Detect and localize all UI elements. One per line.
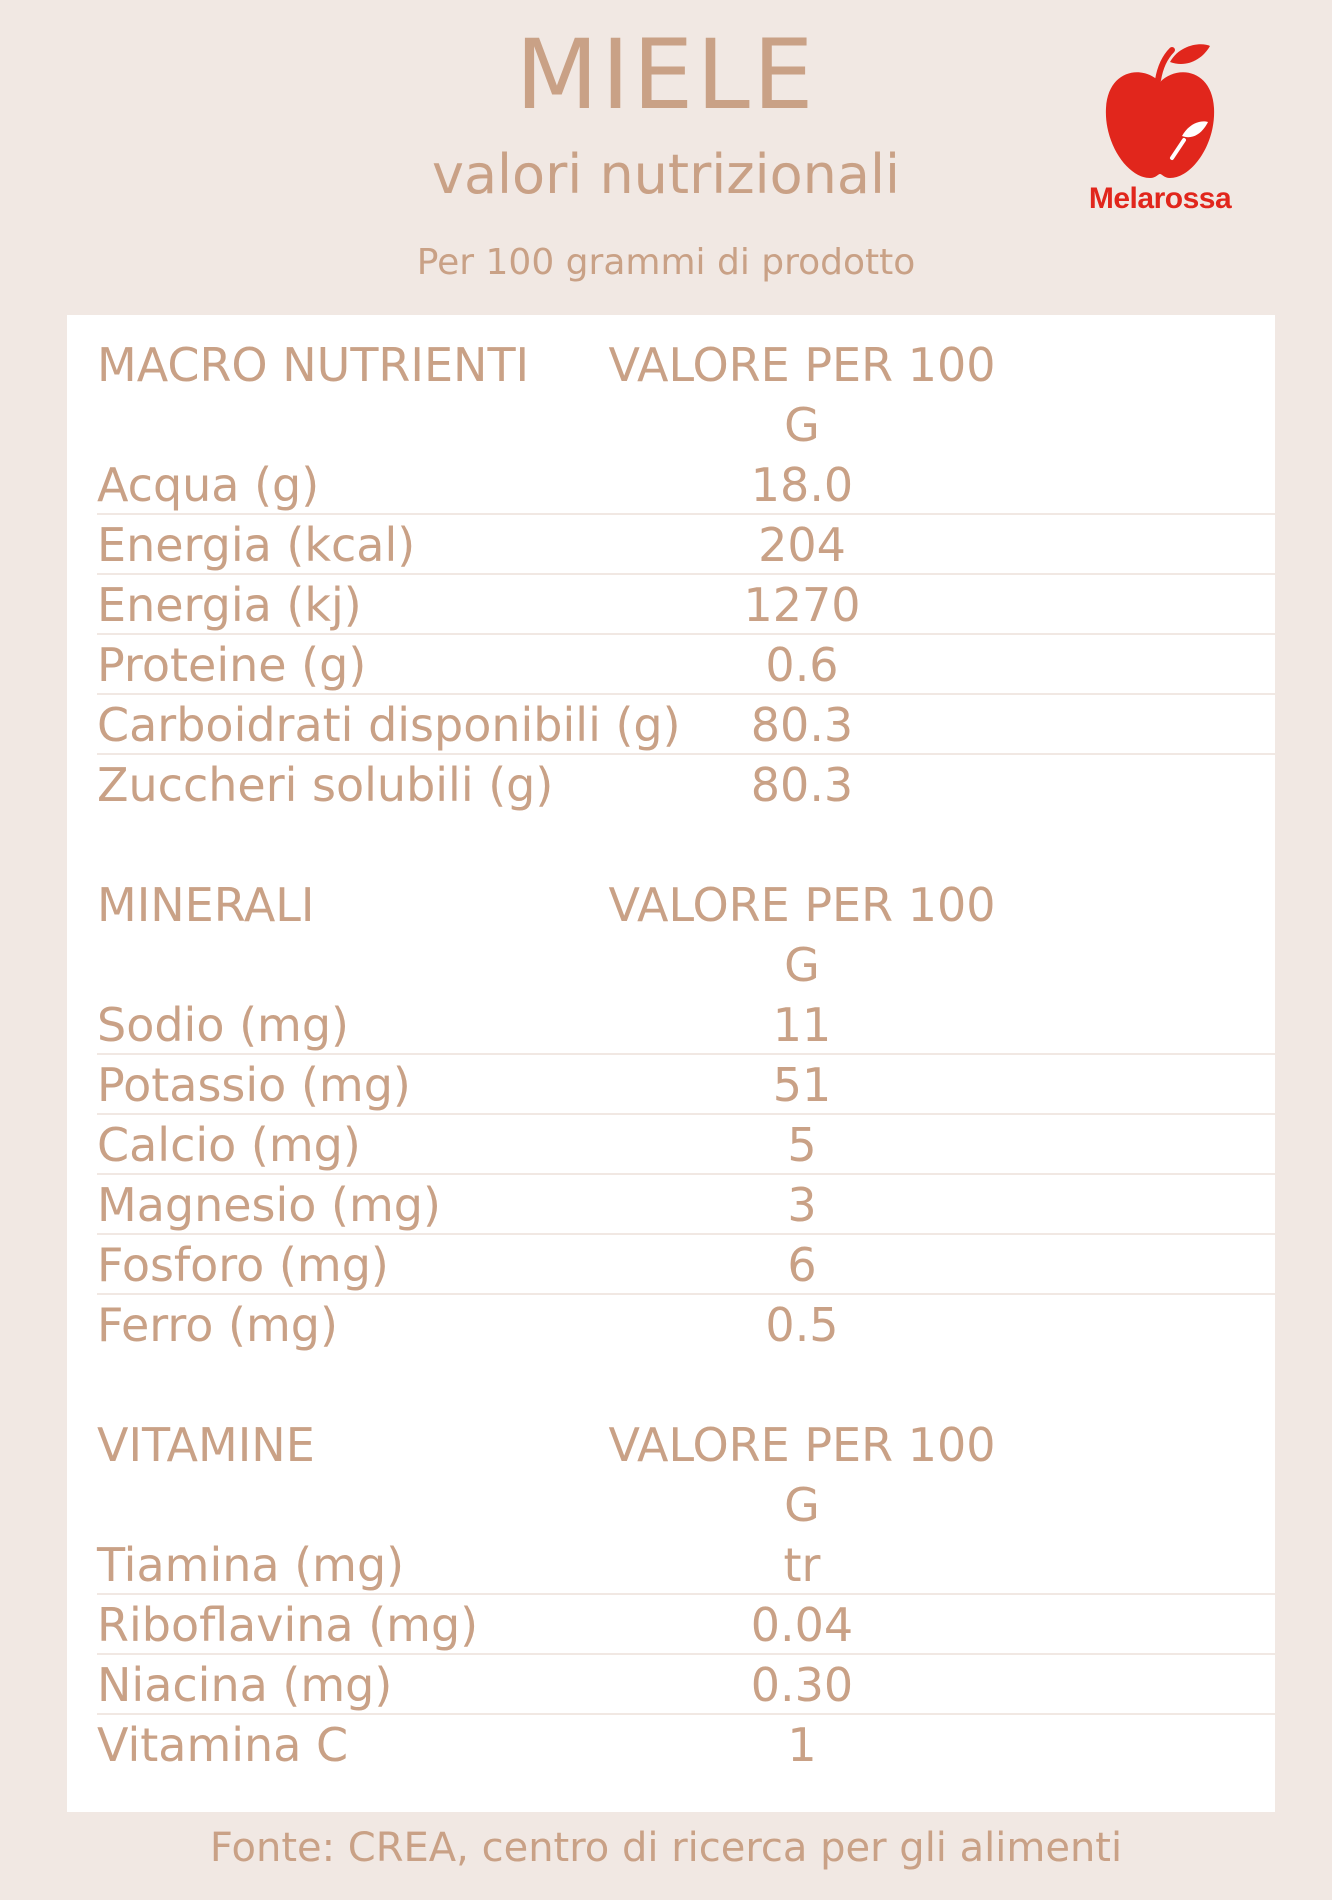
nutrient-value: 204: [758, 518, 846, 572]
page-subtitle: valori nutrizionali: [432, 143, 900, 206]
serving-note: Per 100 grammi di prodotto: [416, 242, 916, 283]
section-header-vitamins: [97, 1415, 1245, 1532]
nutrient-value: 0.30: [750, 1658, 854, 1712]
table-row: [97, 755, 1275, 815]
brand-logo: [1070, 40, 1250, 230]
table-row: [97, 1175, 1275, 1235]
apple-icon: [1102, 40, 1218, 180]
table-row: [97, 1535, 1275, 1595]
nutrient-label: Zuccheri solubili (g): [97, 758, 554, 812]
nutrient-value: 1270: [743, 578, 861, 632]
table-row: [97, 1295, 1275, 1355]
nutrient-label: Fosforo (mg): [97, 1238, 389, 1292]
nutrient-value: 51: [772, 1058, 832, 1112]
section-title: VITAMINE: [97, 1418, 315, 1472]
page-title: MIELE: [515, 19, 817, 131]
nutrient-label: Proteine (g): [97, 638, 367, 692]
nutrient-label: Vitamina C: [97, 1718, 349, 1772]
table-row: [97, 1715, 1275, 1775]
nutrient-label: Acqua (g): [97, 458, 320, 512]
nutrient-value: 1: [787, 1718, 817, 1772]
nutrient-label: Tiamina (mg): [97, 1538, 405, 1592]
nutrient-value: 18.0: [750, 458, 854, 512]
nutrient-label: Niacina (mg): [97, 1658, 393, 1712]
nutrient-value: 0.5: [765, 1298, 839, 1352]
value-column-header: VALORE PER 100 G: [608, 1418, 996, 1532]
section-header-macro: [97, 335, 1245, 452]
table-row: [97, 1115, 1275, 1175]
table-row: [97, 575, 1275, 635]
nutrient-label: Ferro (mg): [97, 1298, 338, 1352]
table-row: [97, 515, 1275, 575]
nutrient-value: 5: [787, 1118, 817, 1172]
nutrient-label: Calcio (mg): [97, 1118, 361, 1172]
nutrient-label: Carboidrati disponibili (g): [97, 698, 681, 752]
nutrient-value: 6: [787, 1238, 817, 1292]
value-column-header: VALORE PER 100 G: [608, 878, 996, 992]
table-row: [97, 635, 1275, 695]
value-column-header: VALORE PER 100 G: [608, 338, 996, 452]
nutrient-value: 80.3: [750, 698, 854, 752]
nutrient-value: 0.04: [750, 1598, 854, 1652]
section-title: MACRO NUTRIENTI: [97, 338, 530, 392]
table-row: [97, 455, 1275, 515]
nutrient-label: Potassio (mg): [97, 1058, 411, 1112]
nutrient-value: 0.6: [765, 638, 839, 692]
nutrient-label: Riboflavina (mg): [97, 1598, 479, 1652]
nutrient-label: Energia (kj): [97, 578, 362, 632]
nutrient-label: Magnesio (mg): [97, 1178, 441, 1232]
table-row: [97, 1235, 1275, 1295]
nutrient-value: 3: [787, 1178, 817, 1232]
source-note: Fonte: CREA, centro di ricerca per gli alimenti: [209, 1825, 1123, 1871]
nutrient-label: Energia (kcal): [97, 518, 416, 572]
table-row: [97, 995, 1275, 1055]
table-row: [97, 1655, 1275, 1715]
nutrition-table: [67, 315, 1275, 1812]
table-row: [97, 695, 1275, 755]
nutrient-value: 80.3: [750, 758, 854, 812]
nutrient-label: Sodio (mg): [97, 998, 349, 1052]
section-header-minerals: [97, 875, 1245, 992]
table-row: [97, 1595, 1275, 1655]
table-row: [97, 1055, 1275, 1115]
nutrient-value: tr: [783, 1538, 821, 1592]
brand-name: Melarossa: [1088, 182, 1232, 215]
nutrient-value: 11: [772, 998, 832, 1052]
section-title: MINERALI: [97, 878, 315, 932]
